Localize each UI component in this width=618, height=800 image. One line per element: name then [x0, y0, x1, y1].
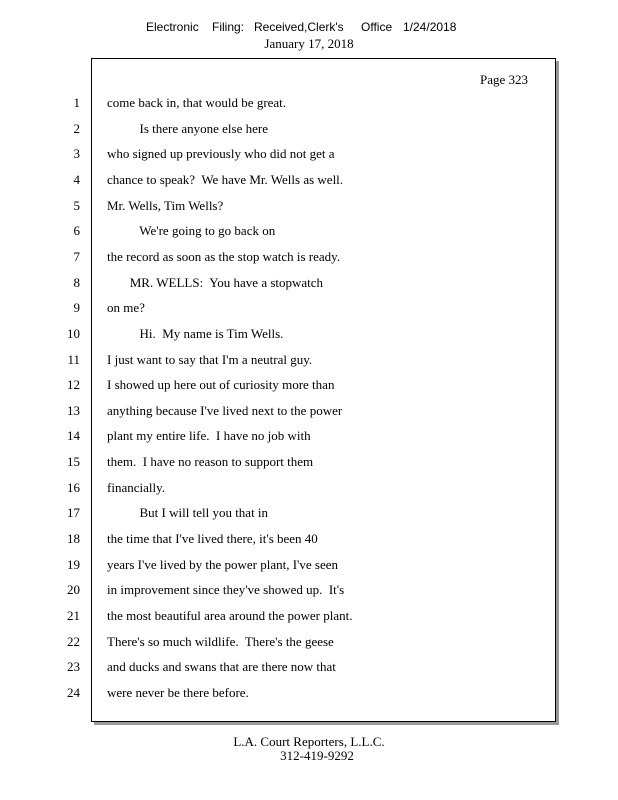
- line-text: who signed up previously who did not get a: [107, 146, 335, 161]
- line-text: them. I have no reason to support them: [107, 454, 314, 469]
- line-number: 13: [67, 403, 80, 418]
- line-number: 4: [73, 172, 80, 187]
- line-number: 12: [67, 377, 80, 392]
- efiling-office: Office: [361, 20, 393, 34]
- line-number: 14: [67, 428, 80, 443]
- efiling-electronic: Electronic: [146, 20, 199, 34]
- line-text: Is there anyone else here: [107, 121, 268, 136]
- efiling-filing: Filing:: [212, 20, 245, 34]
- line-text: chance to speak? We have Mr. Wells as well.: [107, 172, 344, 187]
- line-text: plant my entire life. I have no job with: [107, 428, 311, 443]
- line-text: MR. WELLS: You have a stopwatch: [107, 275, 324, 290]
- efiling-date: 1/24/2018: [403, 20, 457, 34]
- line-text: and ducks and swans that are there now that: [107, 659, 336, 674]
- line-text: financially.: [107, 480, 165, 495]
- efiling-stamp: [0, 20, 618, 36]
- line-text: anything because I've lived next to the power: [107, 403, 343, 418]
- line-number: 2: [73, 121, 80, 136]
- line-text: on me?: [107, 300, 145, 315]
- page-number: Page 323: [480, 72, 529, 87]
- line-number: 21: [67, 608, 80, 623]
- line-number: 6: [73, 223, 80, 238]
- line-number: 16: [67, 480, 80, 495]
- line-text: years I've lived by the power plant, I've seen: [107, 557, 339, 572]
- line-number: 10: [67, 326, 80, 341]
- line-number: 23: [67, 659, 80, 674]
- hearing-date: January 17, 2018: [264, 36, 354, 51]
- line-number: 15: [67, 454, 80, 469]
- line-text: were never be there before.: [107, 685, 249, 700]
- line-text: There's so much wildlife. There's the geese: [107, 634, 334, 649]
- line-text: the most beautiful area around the power plant.: [107, 608, 353, 623]
- line-number: 1: [73, 95, 80, 110]
- line-number: 8: [73, 275, 80, 290]
- line-text: Hi. My name is Tim Wells.: [107, 326, 284, 341]
- line-text: the time that I've lived there, it's been 40: [107, 531, 318, 546]
- line-text: But I will tell you that in: [107, 505, 269, 520]
- line-text: I showed up here out of curiosity more than: [107, 377, 335, 392]
- line-number: 3: [73, 146, 80, 161]
- line-text: come back in, that would be great.: [107, 95, 287, 110]
- line-number: 18: [67, 531, 80, 546]
- footer-company: L.A. Court Reporters, L.L.C.: [233, 734, 385, 749]
- line-number: 11: [67, 352, 80, 367]
- line-text: Mr. Wells, Tim Wells?: [107, 198, 224, 213]
- footer-phone: 312-419-9292: [280, 748, 354, 763]
- line-number: 19: [67, 557, 80, 572]
- line-text: in improvement since they've showed up. It's: [107, 582, 345, 597]
- line-number: 17: [67, 505, 80, 520]
- line-text: We're going to go back on: [107, 223, 276, 238]
- line-text: I just want to say that I'm a neutral guy.: [107, 352, 313, 367]
- line-number: 22: [67, 634, 80, 649]
- line-number: 5: [73, 198, 80, 213]
- line-number: 24: [67, 685, 80, 700]
- line-number: 7: [73, 249, 80, 264]
- line-text: the record as soon as the stop watch is ready.: [107, 249, 341, 264]
- efiling-received: Received,Clerk's: [254, 20, 344, 34]
- line-number: 9: [73, 300, 80, 315]
- line-number: 20: [67, 582, 80, 597]
